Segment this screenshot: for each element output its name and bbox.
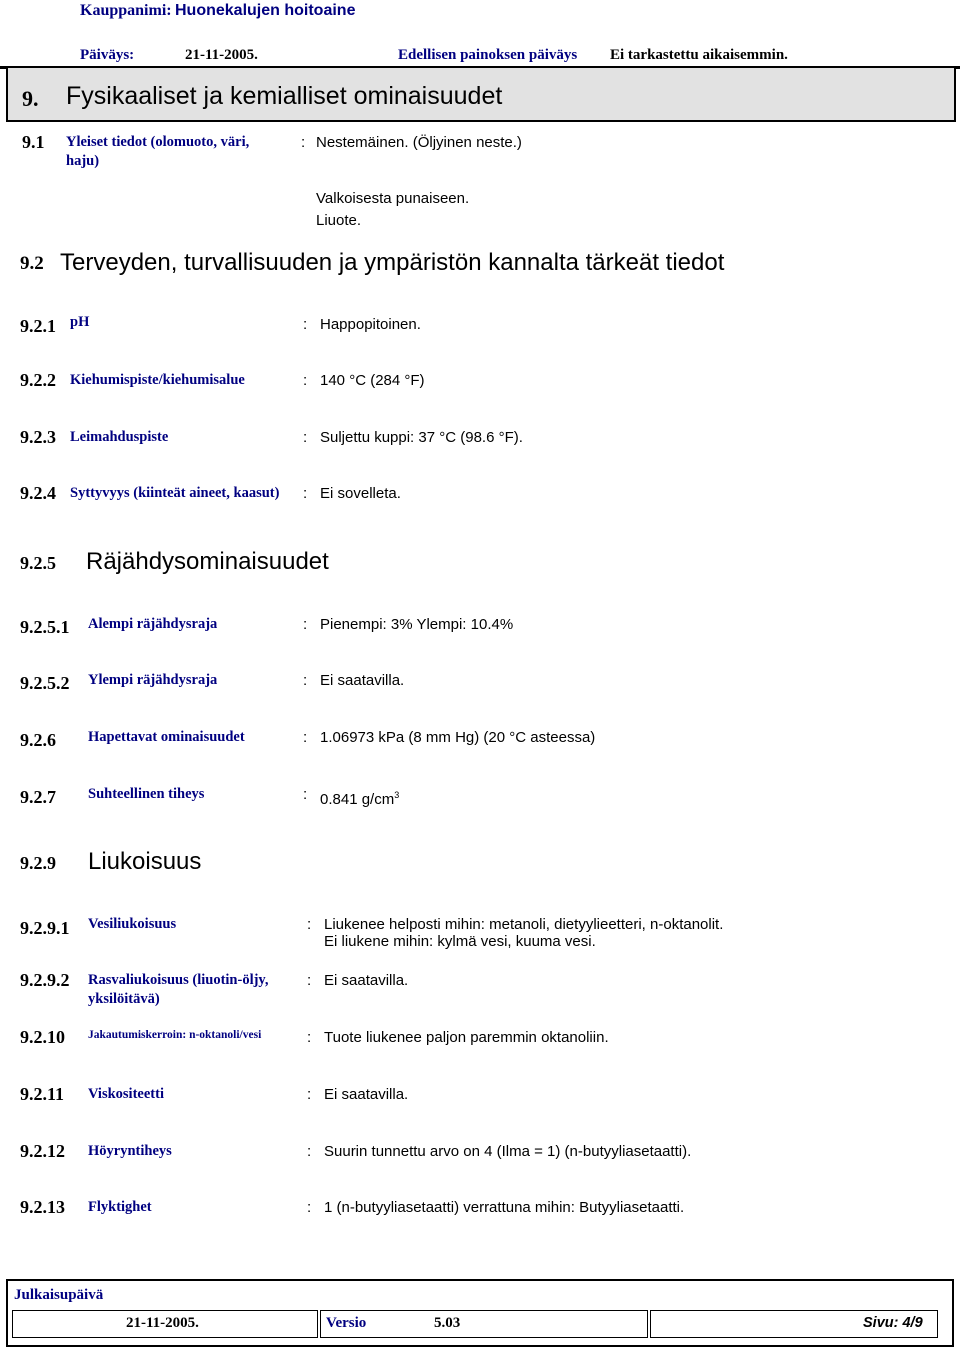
- flash-point-label: Leimahduspiste: [70, 429, 169, 445]
- version-value: 5.03: [434, 1315, 461, 1331]
- color-value: Valkoisesta punaiseen.: [316, 190, 470, 207]
- upper-explosive-limit-label: Ylempi räjähdysraja: [88, 672, 218, 688]
- item-number: 9.2.4: [20, 483, 56, 503]
- version-label: Versio: [326, 1315, 367, 1331]
- volatility-label: Flyktighet: [88, 1199, 152, 1215]
- flammability-value: Ei sovelleta.: [320, 485, 401, 502]
- colon: :: [303, 786, 308, 803]
- colon: :: [307, 916, 312, 933]
- lower-explosive-limit-label: Alempi räjähdysraja: [88, 616, 218, 632]
- colon: :: [301, 134, 306, 151]
- page-number: Sivu: 4/9: [863, 1315, 923, 1331]
- fat-solubility-label-cont: yksilöitävä): [88, 991, 160, 1007]
- general-info-label-cont: haju): [66, 153, 100, 169]
- partition-coefficient-value: Tuote liukenee paljon paremmin oktanoliin.: [324, 1029, 609, 1046]
- water-solubility-value-2: Ei liukene mihin: kylmä vesi, kuuma vesi.: [324, 933, 596, 950]
- item-number: 9.2.13: [20, 1197, 65, 1217]
- trade-name-label: Kauppanimi:: [80, 2, 172, 19]
- item-number: 9.2.11: [20, 1084, 65, 1104]
- footer-version-cell: [320, 1310, 648, 1338]
- appearance-value: Nestemäinen. (Öljyinen neste.): [316, 134, 522, 151]
- item-number: 9.2.12: [20, 1141, 65, 1161]
- item-number: 9.2.9.1: [20, 918, 70, 938]
- subsection-number: 9.2: [20, 253, 44, 274]
- oxidizing-properties-value: 1.06973 kPa (8 mm Hg) (20 °C asteessa): [320, 729, 596, 746]
- item-number: 9.2.2: [20, 370, 56, 390]
- relative-density-label: Suhteellinen tiheys: [88, 786, 205, 802]
- subsection-number: 9.2.9: [20, 853, 56, 873]
- item-number: 9.2.7: [20, 787, 56, 807]
- section-title: Fysikaaliset ja kemialliset ominaisuudet: [66, 82, 503, 110]
- boiling-point-label: Kiehumispiste/kiehumisalue: [70, 372, 245, 388]
- explosive-properties-heading: Räjähdysominaisuudet: [86, 548, 329, 575]
- colon: :: [307, 1086, 312, 1103]
- previous-print-date-value: Ei tarkastettu aikaisemmin.: [610, 47, 788, 63]
- water-solubility-value: Liukenee helposti mihin: metanoli, dietyylieetteri, n-oktanolit.: [324, 916, 724, 933]
- item-number: 9.2.5.2: [20, 673, 70, 693]
- viscosity-value: Ei saatavilla.: [324, 1086, 409, 1103]
- item-number: 9.2.1: [20, 316, 56, 336]
- partition-coefficient-label: Jakautumiskerroin: n-oktanoli/vesi: [88, 1029, 262, 1041]
- vapor-density-label: Höyryntiheys: [88, 1143, 172, 1159]
- colon: :: [303, 616, 308, 633]
- colon: :: [307, 1143, 312, 1160]
- odor-value: Liuote.: [316, 212, 362, 229]
- publish-date-label: Julkaisupäivä: [14, 1287, 104, 1303]
- density-text: 0.841 g/cm: [320, 791, 395, 808]
- item-number: 9.2.3: [20, 427, 56, 447]
- colon: :: [303, 429, 308, 446]
- colon: :: [303, 372, 308, 389]
- previous-print-date-label: Edellisen painoksen päiväys: [398, 47, 578, 63]
- flash-point-value: Suljettu kuppi: 37 °C (98.6 °F).: [320, 429, 523, 446]
- colon: :: [303, 729, 308, 746]
- subsection-title: Terveyden, turvallisuuden ja ympäristön kannalta tärkeät tiedot: [60, 249, 725, 276]
- ph-value: Happopitoinen.: [320, 316, 421, 333]
- trade-name: Huonekalujen hoitoaine: [175, 2, 356, 19]
- density-unit-exponent: 3: [394, 790, 400, 800]
- boiling-point-value: 140 °C (284 °F): [320, 372, 425, 389]
- viscosity-label: Viskositeetti: [88, 1086, 164, 1102]
- date-value: 21-11-2005.: [185, 47, 258, 63]
- colon: :: [303, 485, 308, 502]
- item-number: 9.2.5.1: [20, 617, 70, 637]
- item-number: 9.1: [22, 132, 45, 152]
- flammability-label: Syttyvyys (kiinteät aineet, kaasut): [70, 485, 280, 501]
- relative-density-value: [320, 786, 399, 809]
- ph-label: pH: [70, 314, 90, 330]
- colon: :: [303, 316, 308, 333]
- water-solubility-label: Vesiliukoisuus: [88, 916, 177, 932]
- lower-explosive-limit-value: Pienempi: 3% Ylempi: 10.4%: [320, 616, 514, 633]
- fat-solubility-label: Rasvaliukoisuus (liuotin-öljy,: [88, 972, 269, 988]
- colon: :: [307, 972, 312, 989]
- vapor-density-value: Suurin tunnettu arvo on 4 (Ilma = 1) (n-butyyliasetaatti).: [324, 1143, 692, 1160]
- general-info-label: Yleiset tiedot (olomuoto, väri,: [66, 134, 250, 150]
- item-number: 9.2.10: [20, 1027, 65, 1047]
- item-number: 9.2.6: [20, 730, 56, 750]
- colon: :: [303, 672, 308, 689]
- upper-explosive-limit-value: Ei saatavilla.: [320, 672, 405, 689]
- item-number: 9.2.9.2: [20, 970, 70, 990]
- publish-date-value: 21-11-2005.: [126, 1315, 199, 1331]
- colon: :: [307, 1199, 312, 1216]
- colon: :: [307, 1029, 312, 1046]
- subsection-number: 9.2.5: [20, 553, 56, 573]
- date-label: Päiväys:: [80, 47, 135, 63]
- section-number: 9.: [22, 86, 39, 111]
- fat-solubility-value: Ei saatavilla.: [324, 972, 409, 989]
- volatility-value: 1 (n-butyyliasetaatti) verrattuna mihin: Butyyliasetaatti.: [324, 1199, 685, 1216]
- solubility-heading: Liukoisuus: [88, 848, 202, 875]
- oxidizing-properties-label: Hapettavat ominaisuudet: [88, 729, 245, 745]
